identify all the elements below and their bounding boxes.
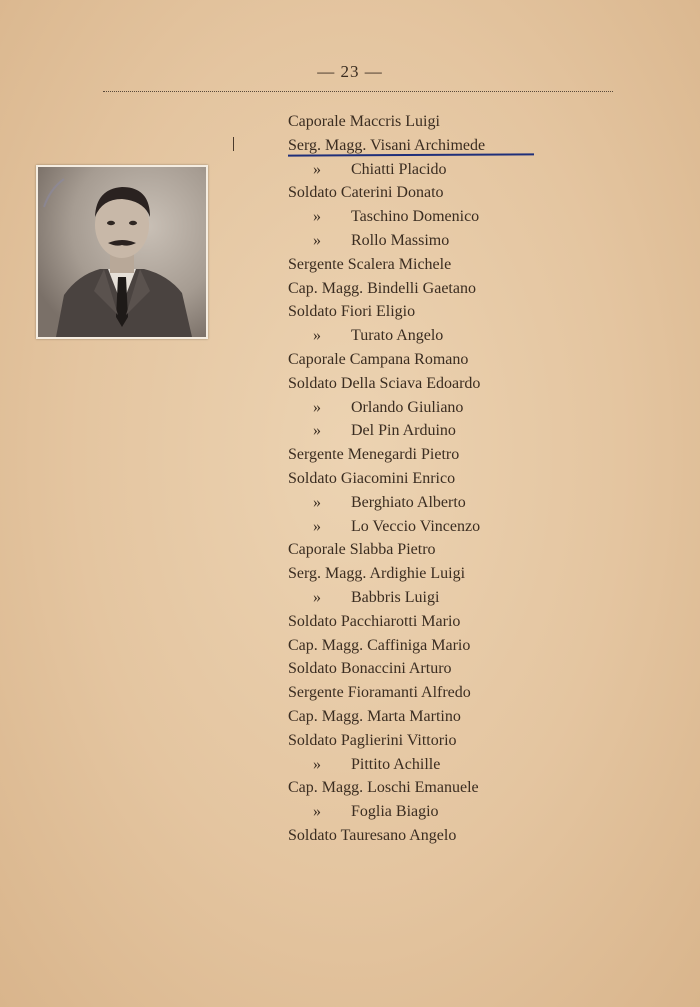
roster-name: Sergente Scalera Michele (288, 255, 452, 273)
roster-entry (313, 491, 466, 515)
roster-name: Turato Angelo (351, 327, 444, 345)
roster-name: Sergente Menegardi Pietro (288, 446, 460, 464)
roster-entry (288, 372, 480, 396)
ditto-mark: » (313, 589, 321, 606)
roster-name: Caporale Campana Romano (288, 351, 469, 368)
roster-entry (313, 753, 440, 777)
roster-entry (288, 705, 461, 729)
roster-name: Chiatti Placido (351, 160, 447, 178)
roster-name: Cap. Magg. Loschi Emanuele (288, 779, 479, 797)
roster-entry (288, 277, 476, 301)
roster-name: Orlando Giuliano (351, 398, 464, 416)
roster-entry (288, 824, 456, 848)
roster-name: Cap. Magg. Caffiniga Mario (288, 636, 471, 654)
roster-entry (313, 419, 456, 443)
roster-name: Babbris Luigi (351, 589, 440, 606)
roster-entry (313, 586, 439, 610)
ditto-mark: » (313, 208, 321, 226)
roster-name: Soldato Fiori Eligio (288, 303, 416, 321)
roster-entry (288, 610, 460, 634)
header-rule (103, 91, 613, 92)
roster-entry (313, 158, 447, 182)
roster-entry (288, 729, 457, 753)
roster-entry (288, 443, 459, 467)
roster-entry (313, 229, 449, 253)
margin-mark (233, 137, 234, 151)
portrait-photo (36, 165, 208, 339)
roster-entry (313, 205, 479, 229)
roster-name: Taschino Domenico (351, 208, 480, 226)
roster-entry (313, 515, 480, 539)
roster-name: Caporale Maccris Luigi (288, 113, 440, 130)
roster-name: Foglia Biagio (351, 803, 439, 821)
roster-name: Soldato Della Sciava Edoardo (288, 374, 481, 392)
roster-entry (288, 110, 440, 134)
roster-entry (288, 681, 471, 705)
ditto-mark: » (313, 517, 321, 535)
roster-entry (288, 467, 455, 491)
roster-name: Del Pin Arduino (351, 422, 456, 440)
ditto-mark: » (313, 422, 321, 440)
roster-name: Serg. Magg. Visani Archimede (288, 136, 486, 154)
roster-name: Lo Veccio Vincenzo (351, 517, 481, 535)
roster-entry (288, 634, 470, 658)
roster-entry (313, 800, 439, 824)
page-number: — 23 — (317, 62, 383, 81)
roster-entry (288, 538, 436, 562)
roster-name: Soldato Tauresano Angelo (288, 827, 457, 844)
roster-name: Soldato Bonaccini Arturo (288, 660, 452, 678)
roster-name: Pittito Achille (351, 755, 441, 773)
roster-name: Berghiato Alberto (351, 493, 466, 511)
roster-entry (288, 300, 415, 324)
roster-name: Rollo Massimo (351, 232, 450, 249)
ditto-mark: » (313, 803, 321, 821)
roster-name: Cap. Magg. Bindelli Gaetano (288, 279, 476, 297)
roster-entry (313, 324, 443, 348)
roster-name: Soldato Paglierini Vittorio (288, 731, 457, 749)
roster-entry (288, 348, 468, 372)
portrait-icon (38, 167, 206, 337)
ditto-mark: » (313, 398, 321, 416)
roster-entry (288, 657, 452, 681)
ditto-mark: » (313, 160, 321, 178)
roster-entry (313, 396, 463, 420)
roster-name: Cap. Magg. Marta Martino (288, 708, 461, 725)
ditto-mark: » (313, 755, 321, 773)
roster-name: Sergente Fioramanti Alfredo (288, 684, 471, 702)
roster-name: Soldato Giacomini Enrico (288, 470, 456, 487)
ditto-mark: » (313, 493, 321, 511)
roster-name: Soldato Pacchiarotti Mario (288, 612, 461, 630)
roster-entry (288, 562, 465, 586)
roster-name: Caporale Slabba Pietro (288, 541, 436, 559)
roster-entry (288, 181, 444, 205)
ditto-mark: » (313, 232, 321, 249)
roster-entry (288, 253, 451, 277)
roster-entry (288, 776, 479, 800)
roster-name: Soldato Caterini Donato (288, 184, 444, 202)
ditto-mark: » (313, 327, 321, 345)
roster-name: Serg. Magg. Ardighie Luigi (288, 565, 466, 583)
